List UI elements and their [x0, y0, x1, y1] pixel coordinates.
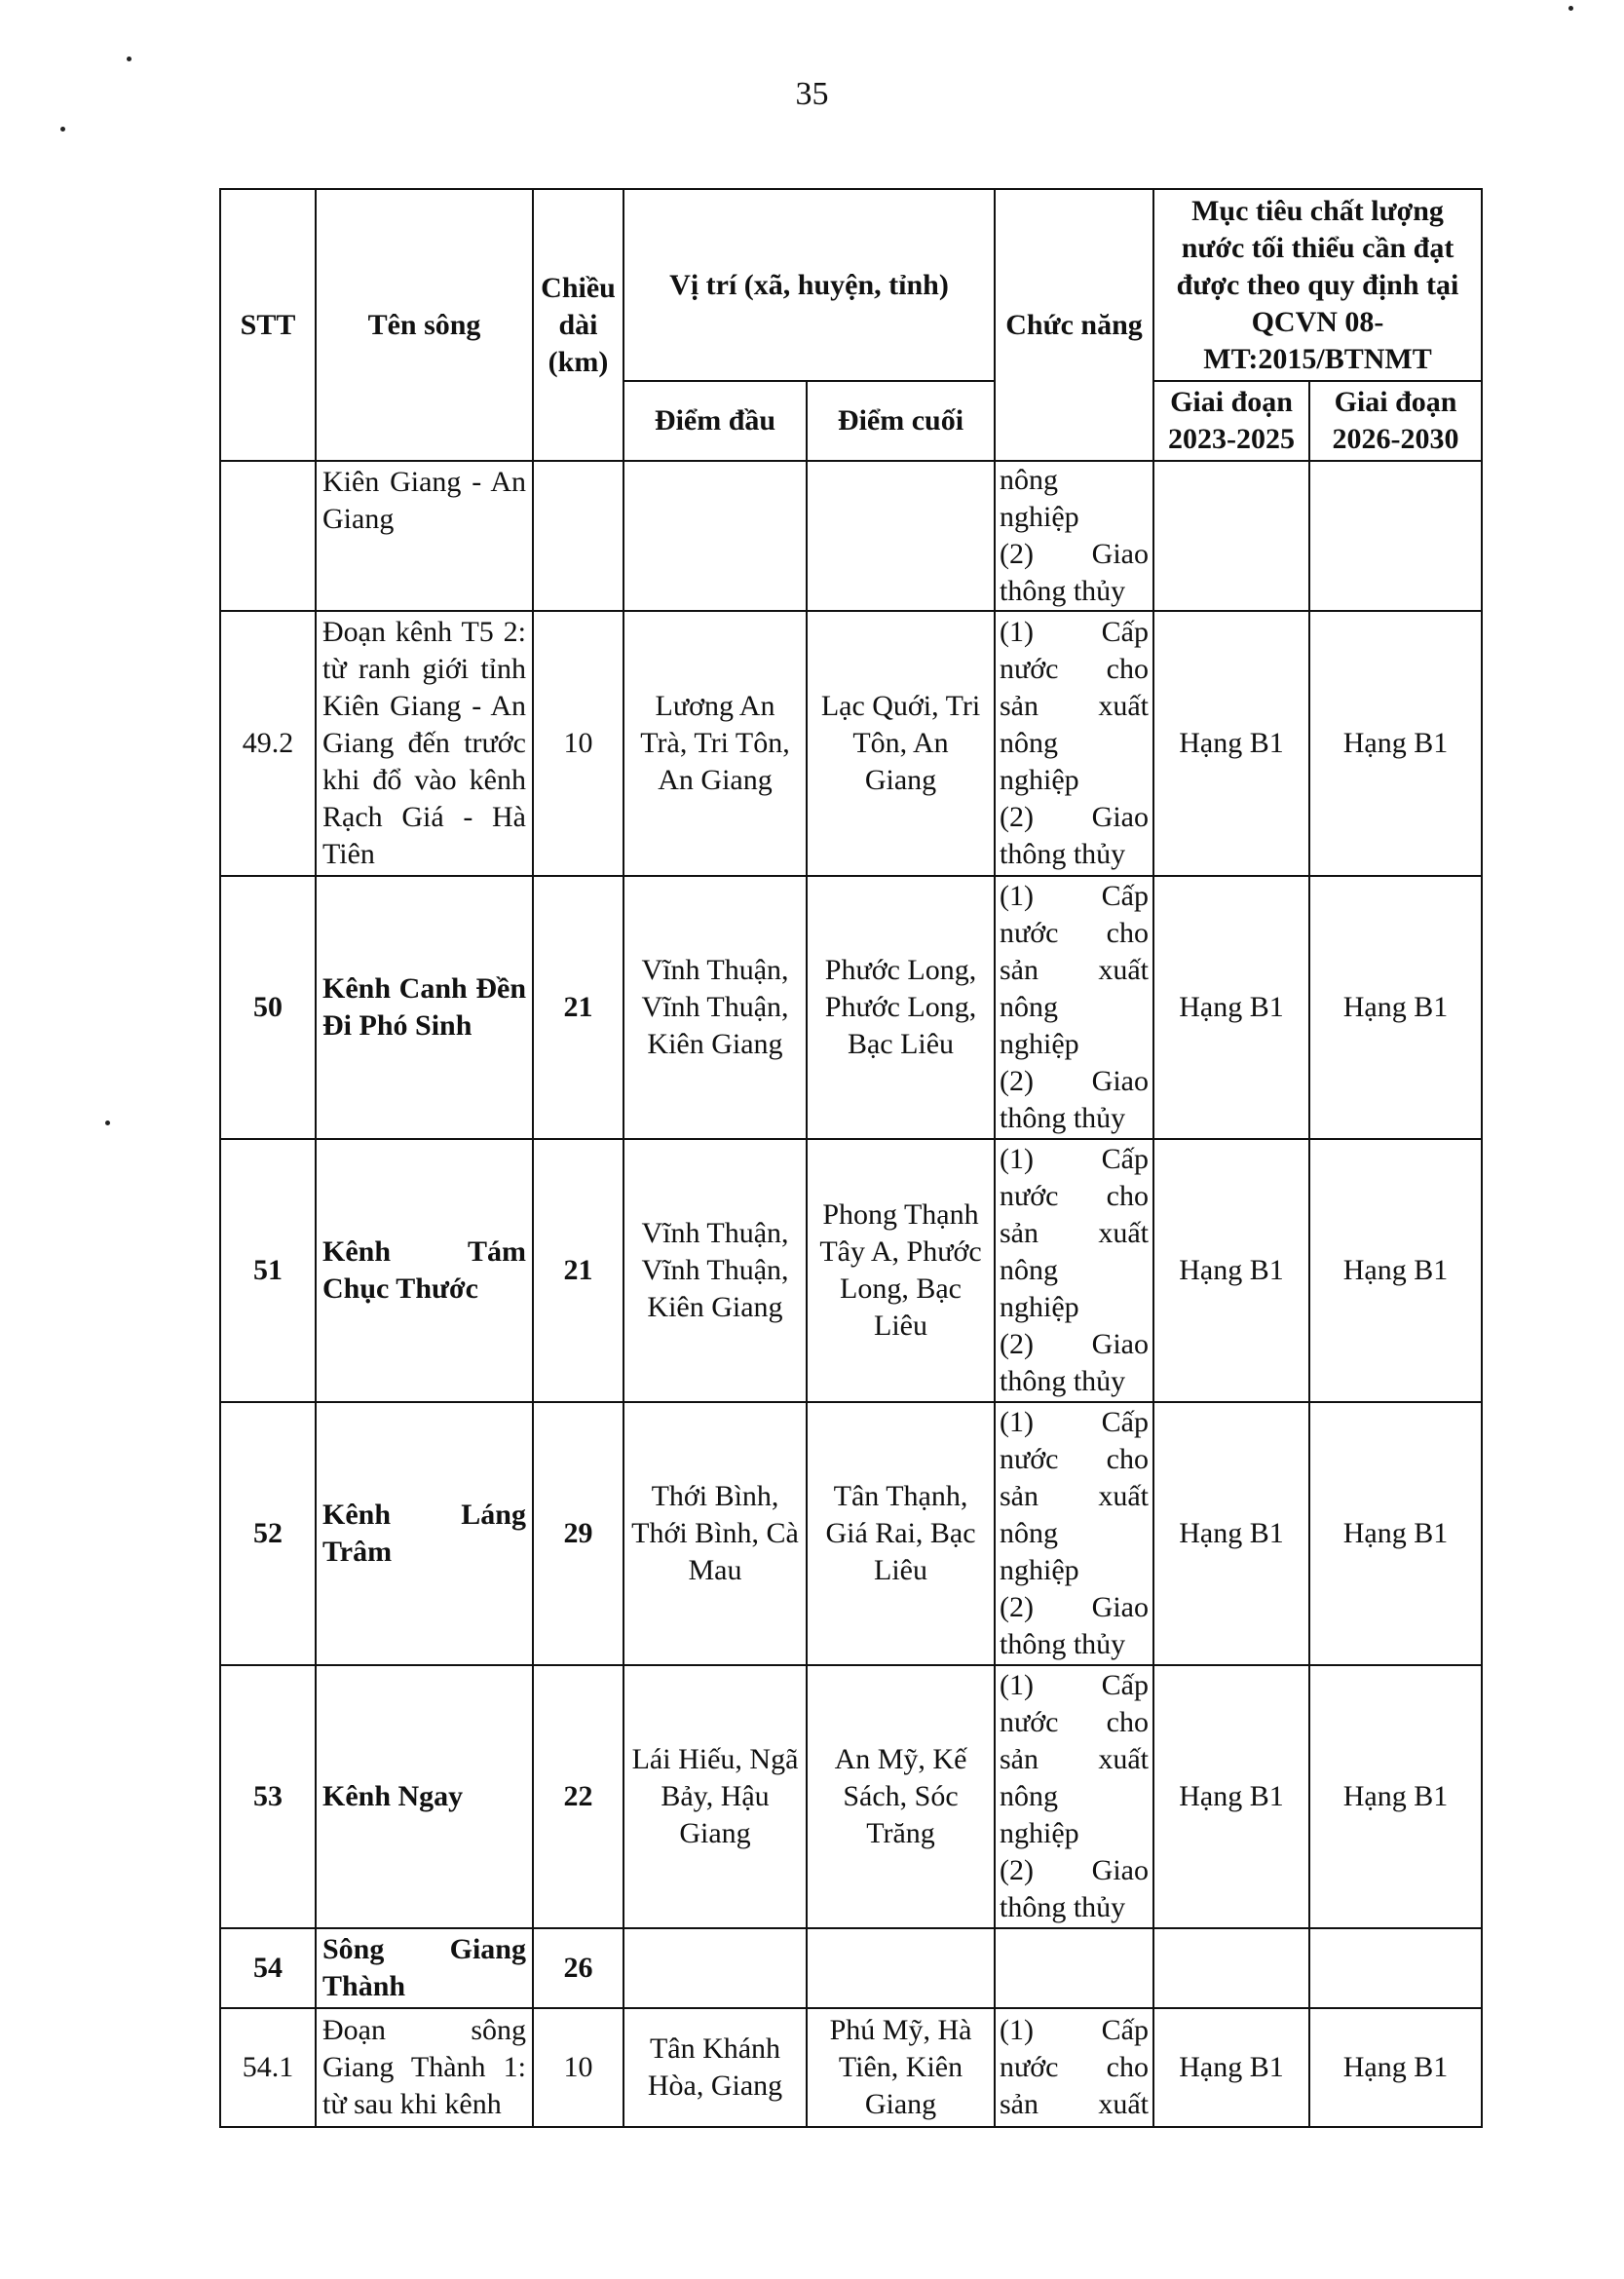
chuc-nang-line: (2) Giao [1000, 538, 1149, 570]
chuc-nang-line: nghiệp [1000, 1554, 1079, 1586]
chuc-nang-line: sản xuất [1000, 954, 1149, 986]
cell-diem-dau: Lương An Trà, Tri Tôn, An Giang [623, 611, 807, 876]
table-row [220, 611, 1482, 876]
cell-chuc-nang [995, 1139, 1153, 1402]
chuc-nang-line: (1) Cấp [1000, 616, 1149, 648]
cell-diem-cuoi: Tân Thạnh, Giá Rai, Bạc Liêu [807, 1402, 995, 1665]
chuc-nang-line: (1) Cấp [1000, 2014, 1149, 2046]
header-giai-doan-2: Giai đoạn 2026-2030 [1309, 381, 1482, 461]
cell-giai-doan-1: Hạng B1 [1153, 1139, 1309, 1402]
cell-chieu-dai: 21 [533, 1139, 623, 1402]
chuc-nang-line: sản xuất [1000, 690, 1149, 722]
cell-stt: 50 [220, 876, 316, 1139]
table-row [220, 876, 1482, 1139]
scan-speck [127, 57, 132, 61]
cell-ten-song: Kênh Tám Chục Thước [316, 1139, 533, 1402]
cell-giai-doan-2: Hạng B1 [1309, 1402, 1482, 1665]
table-row [220, 1665, 1482, 1928]
chuc-nang-line: nước cho [1000, 1443, 1149, 1475]
scan-speck [60, 127, 65, 132]
chuc-nang-line: (2) Giao [1000, 1854, 1149, 1886]
chuc-nang-line: (2) Giao [1000, 1591, 1149, 1623]
cell-chuc-nang [995, 876, 1153, 1139]
cell-diem-cuoi: Phong Thạnh Tây A, Phước Long, Bạc Liêu [807, 1139, 995, 1402]
cell-stt: 51 [220, 1139, 316, 1402]
cell-chuc-nang [995, 611, 1153, 876]
cell-chuc-nang [995, 461, 1153, 611]
chuc-nang-line: nông [1000, 464, 1058, 496]
table-row [220, 1139, 1482, 1402]
scan-speck [1568, 6, 1573, 11]
cell-ten-song: Kênh Ngay [316, 1665, 533, 1928]
cell-diem-cuoi: An Mỹ, Kế Sách, Sóc Trăng [807, 1665, 995, 1928]
cell-diem-dau: Tân Khánh Hòa, Giang [623, 2008, 807, 2127]
chuc-nang-line: sản xuất [1000, 2088, 1149, 2120]
cell-chieu-dai: 10 [533, 611, 623, 876]
cell-ten-song: Đoạn sông Giang Thành 1: từ sau khi kênh [316, 2008, 533, 2127]
chuc-nang-line: nông [1000, 991, 1058, 1023]
chuc-nang-line: (1) Cấp [1000, 1406, 1149, 1438]
cell-giai-doan-2: Hạng B1 [1309, 1139, 1482, 1402]
cell-stt: 53 [220, 1665, 316, 1928]
cell-giai-doan-2 [1309, 461, 1482, 611]
cell-stt: 54 [220, 1928, 316, 2008]
chuc-nang-line: (2) Giao [1000, 1065, 1149, 1097]
chuc-nang-line: nước cho [1000, 2051, 1149, 2083]
table-row [220, 461, 1482, 611]
cell-ten-song: Kênh Láng Trâm [316, 1402, 533, 1665]
chuc-nang-line: thông thủy [1000, 1365, 1126, 1397]
header-giai-doan-1: Giai đoạn 2023-2025 [1153, 381, 1309, 461]
cell-giai-doan-1: Hạng B1 [1153, 1402, 1309, 1665]
header-stt: STT [220, 189, 316, 461]
cell-chuc-nang [995, 1928, 1153, 2008]
header-muc-tieu: Mục tiêu chất lượng nước tối thiểu cần đạt được theo quy định tại QCVN 08-MT:2015/BTNMT [1153, 189, 1482, 381]
chuc-nang-line: (2) Giao [1000, 801, 1149, 833]
cell-chuc-nang [995, 1402, 1153, 1665]
chuc-nang-line: (2) Giao [1000, 1328, 1149, 1360]
cell-diem-cuoi: Lạc Quới, Tri Tôn, An Giang [807, 611, 995, 876]
cell-stt: 49.2 [220, 611, 316, 876]
chuc-nang-line: nông [1000, 1517, 1058, 1549]
chuc-nang-line: nông [1000, 1254, 1058, 1286]
cell-giai-doan-2: Hạng B1 [1309, 876, 1482, 1139]
chuc-nang-line: nông [1000, 727, 1058, 759]
cell-chieu-dai: 21 [533, 876, 623, 1139]
chuc-nang-line: nghiệp [1000, 1291, 1079, 1323]
table-row [220, 1402, 1482, 1665]
header-diem-dau: Điểm đầu [623, 381, 807, 461]
chuc-nang-line: thông thủy [1000, 1891, 1126, 1923]
cell-giai-doan-1: Hạng B1 [1153, 611, 1309, 876]
cell-diem-cuoi [807, 461, 995, 611]
cell-diem-dau [623, 461, 807, 611]
cell-giai-doan-2: Hạng B1 [1309, 611, 1482, 876]
chuc-nang-line: nghiệp [1000, 764, 1079, 796]
cell-chieu-dai: 29 [533, 1402, 623, 1665]
cell-giai-doan-1: Hạng B1 [1153, 2008, 1309, 2127]
chuc-nang-line: thông thủy [1000, 1628, 1126, 1660]
cell-diem-dau [623, 1928, 807, 2008]
chuc-nang-line: nghiệp [1000, 1817, 1079, 1849]
chuc-nang-line: nước cho [1000, 917, 1149, 949]
chuc-nang-line: nông [1000, 1780, 1058, 1812]
chuc-nang-line: (1) Cấp [1000, 880, 1149, 912]
cell-ten-song: Kênh Canh Đền Đi Phó Sinh [316, 876, 533, 1139]
table-row [220, 1928, 1482, 2008]
cell-chieu-dai: 10 [533, 2008, 623, 2127]
cell-diem-cuoi [807, 1928, 995, 2008]
cell-chieu-dai: 22 [533, 1665, 623, 1928]
header-diem-cuoi: Điểm cuối [807, 381, 995, 461]
scan-speck [105, 1121, 110, 1125]
cell-diem-dau: Vĩnh Thuận, Vĩnh Thuận, Kiên Giang [623, 876, 807, 1139]
cell-diem-dau: Vĩnh Thuận, Vĩnh Thuận, Kiên Giang [623, 1139, 807, 1402]
chuc-nang-line: nước cho [1000, 1706, 1149, 1738]
cell-giai-doan-1 [1153, 461, 1309, 611]
header-ten-song: Tên sông [316, 189, 533, 461]
cell-giai-doan-1: Hạng B1 [1153, 1665, 1309, 1928]
cell-stt: 54.1 [220, 2008, 316, 2127]
header-chieu-dai: Chiều dài (km) [533, 189, 623, 461]
cell-chuc-nang [995, 1665, 1153, 1928]
chuc-nang-line: (1) Cấp [1000, 1669, 1149, 1701]
cell-chieu-dai: 26 [533, 1928, 623, 2008]
cell-giai-doan-1 [1153, 1928, 1309, 2008]
cell-giai-doan-2: Hạng B1 [1309, 2008, 1482, 2127]
cell-diem-dau: Thới Bình, Thới Bình, Cà Mau [623, 1402, 807, 1665]
table-row [220, 2008, 1482, 2127]
page-number: 35 [795, 76, 829, 112]
cell-diem-cuoi: Phú Mỹ, Hà Tiên, Kiên Giang [807, 2008, 995, 2127]
chuc-nang-line: sản xuất [1000, 1743, 1149, 1775]
chuc-nang-line: sản xuất [1000, 1217, 1149, 1249]
chuc-nang-line: sản xuất [1000, 1480, 1149, 1512]
chuc-nang-line: nước cho [1000, 1180, 1149, 1212]
chuc-nang-line: nghiệp [1000, 1028, 1079, 1060]
river-water-quality-table [219, 188, 1483, 2128]
chuc-nang-line: (1) Cấp [1000, 1143, 1149, 1175]
cell-chuc-nang [995, 2008, 1153, 2127]
chuc-nang-line: thông thủy [1000, 575, 1126, 607]
cell-giai-doan-1: Hạng B1 [1153, 876, 1309, 1139]
cell-ten-song: Sông Giang Thành [316, 1928, 533, 2008]
header-vi-tri: Vị trí (xã, huyện, tỉnh) [623, 189, 995, 381]
cell-diem-dau: Lái Hiếu, Ngã Bảy, Hậu Giang [623, 1665, 807, 1928]
chuc-nang-line: nước cho [1000, 653, 1149, 685]
cell-diem-cuoi: Phước Long, Phước Long, Bạc Liêu [807, 876, 995, 1139]
cell-ten-song: Kiên Giang - An Giang [316, 461, 533, 611]
cell-giai-doan-2: Hạng B1 [1309, 1665, 1482, 1928]
chuc-nang-line: nghiệp [1000, 501, 1079, 533]
chuc-nang-line: thông thủy [1000, 838, 1126, 870]
chuc-nang-line: thông thủy [1000, 1102, 1126, 1134]
header-chuc-nang: Chức năng [995, 189, 1153, 461]
cell-chieu-dai [533, 461, 623, 611]
cell-stt [220, 461, 316, 611]
cell-ten-song: Đoạn kênh T5 2: từ ranh giới tỉnh Kiên Giang - An Giang đến trước khi đổ vào kênh Rạch Giá - Hà Tiên [316, 611, 533, 876]
cell-giai-doan-2 [1309, 1928, 1482, 2008]
cell-stt: 52 [220, 1402, 316, 1665]
